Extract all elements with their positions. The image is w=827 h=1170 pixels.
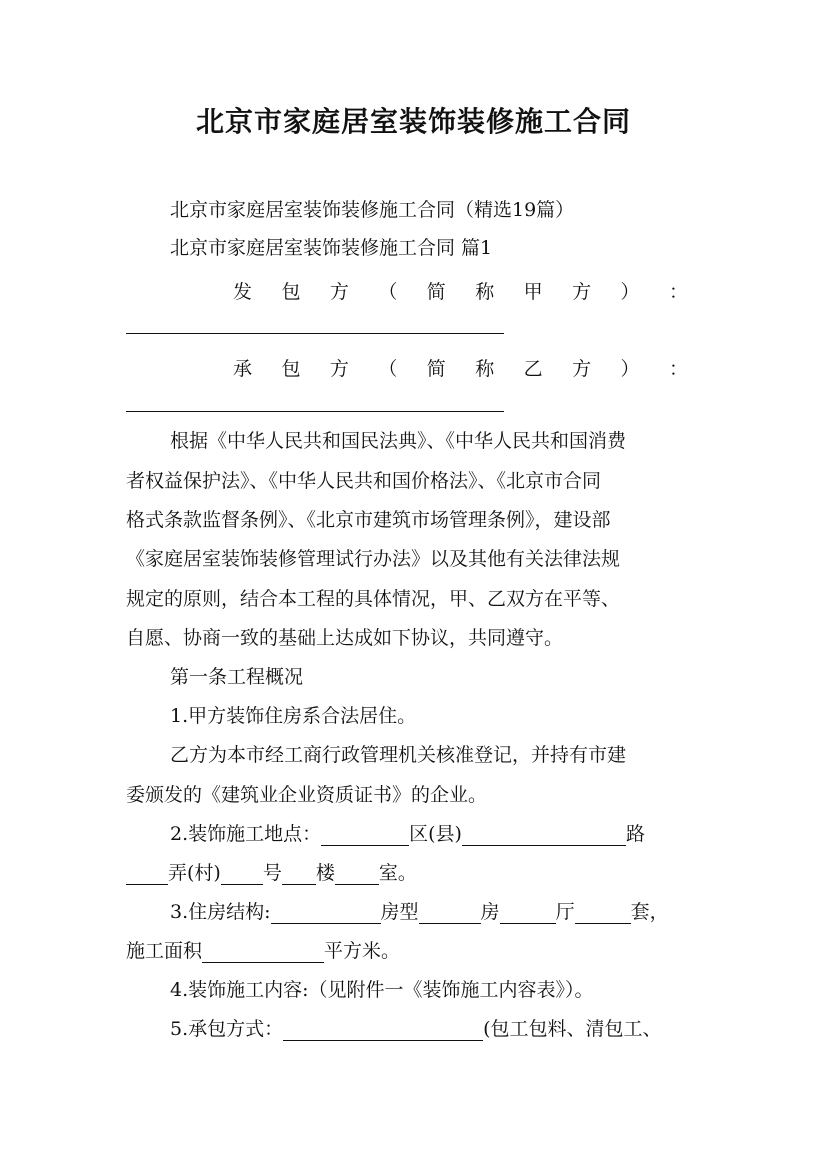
suite-blank [575, 903, 631, 924]
party-b-char: 承 [233, 358, 253, 380]
building-label: 楼 [315, 862, 335, 884]
party-a-char: 称 [475, 281, 495, 303]
paragraph-line: 格式条款监督条例》、《北京市建筑市场管理条例》，建设部 [126, 509, 611, 531]
number-blank [221, 864, 263, 885]
party-b-char: （ [378, 358, 398, 380]
building-blank [282, 864, 316, 885]
section-heading: 北京市家庭居室装饰装修施工合同 篇1 [170, 237, 493, 259]
bedroom-blank [419, 903, 481, 924]
party-a-char: 方 [329, 281, 349, 303]
area-blank [202, 942, 324, 963]
district-label: 区(县) [409, 823, 462, 845]
clause-1: 1.甲方装饰住房系合法居住。 [170, 705, 417, 727]
party-b-label [233, 354, 688, 381]
number-label: 号 [262, 862, 282, 884]
bedroom-label: 房 [480, 901, 500, 923]
lane-blank [126, 864, 168, 885]
structure-blank [271, 903, 381, 924]
area-unit: 平方米。 [324, 940, 401, 962]
party-a-char: 方 [572, 281, 592, 303]
lane-label: 弄(村) [168, 862, 221, 884]
clause-2-prefix: 2.装饰施工地点： [170, 823, 322, 845]
party-b-char: 简 [426, 358, 446, 380]
paragraph-line: 者权益保护法》、《中华人民共和国价格法》、《北京市合同 [126, 470, 602, 492]
hall-label: 厅 [555, 901, 575, 923]
party-a-char: ： [668, 281, 688, 303]
room-label: 室。 [378, 862, 417, 884]
subtitle: 北京市家庭居室装饰装修施工合同（精选19篇） [170, 199, 575, 221]
district-blank [321, 825, 409, 846]
clause-5-suffix: (包工包料、清包工、 [483, 1018, 662, 1040]
layout-label: 房型 [380, 901, 419, 923]
article-heading: 第一条工程概况 [170, 666, 304, 688]
room-blank [335, 864, 379, 885]
clause-3 [170, 901, 669, 924]
paragraph-line: 规定的原则，结合本工程的具体情况，甲、乙双方在平等、 [126, 588, 621, 610]
party-a-blank-line [126, 333, 504, 334]
party-a-label [233, 277, 688, 304]
clause-1-continued: 委颁发的《建筑业企业资质证书》的企业。 [126, 784, 488, 806]
party-a-char: 简 [426, 281, 446, 303]
clause-2-continued [126, 862, 417, 885]
party-b-char: ： [668, 358, 688, 380]
paragraph-line: 《家庭居室装饰装修管理试行办法》以及其他有关法律法规 [126, 548, 621, 570]
party-b-char: ） [620, 358, 640, 380]
clause-2 [170, 823, 645, 846]
area-label: 施工面积 [126, 940, 203, 962]
party-a-char: 包 [281, 281, 301, 303]
clause-3-prefix: 3.住房结构: [170, 901, 271, 923]
party-b-char: 称 [475, 358, 495, 380]
party-b-char: 包 [281, 358, 301, 380]
clause-4: 4.装饰施工内容:（见附件一《装饰施工内容表》）。 [170, 979, 594, 1001]
hall-blank [500, 903, 556, 924]
paragraph-line: 根据《中华人民共和国民法典》、《中华人民共和国消费 [170, 430, 627, 452]
paragraph-line: 自愿、协商一致的基础上达成如下协议，共同遵守。 [126, 627, 564, 649]
contract-mode-blank [283, 1020, 483, 1041]
party-a-char: （ [378, 281, 398, 303]
party-a-char: 甲 [523, 281, 543, 303]
suite-label: 套， [630, 901, 669, 923]
clause-3-continued [126, 940, 400, 963]
road-blank [462, 825, 626, 846]
clause-5 [170, 1018, 662, 1041]
party-b-blank-line [126, 411, 504, 412]
party-a-char: ） [620, 281, 640, 303]
road-label: 路 [625, 823, 645, 845]
document-title: 北京市家庭居室装饰装修施工合同 [195, 105, 631, 138]
party-b-char: 方 [329, 358, 349, 380]
clause-1-continued: 乙方为本市经工商行政管理机关核准登记，并持有市建 [170, 744, 627, 766]
clause-5-prefix: 5.承包方式： [170, 1018, 284, 1040]
party-a-char: 发 [233, 281, 253, 303]
party-b-char: 方 [572, 358, 592, 380]
party-b-char: 乙 [523, 358, 543, 380]
